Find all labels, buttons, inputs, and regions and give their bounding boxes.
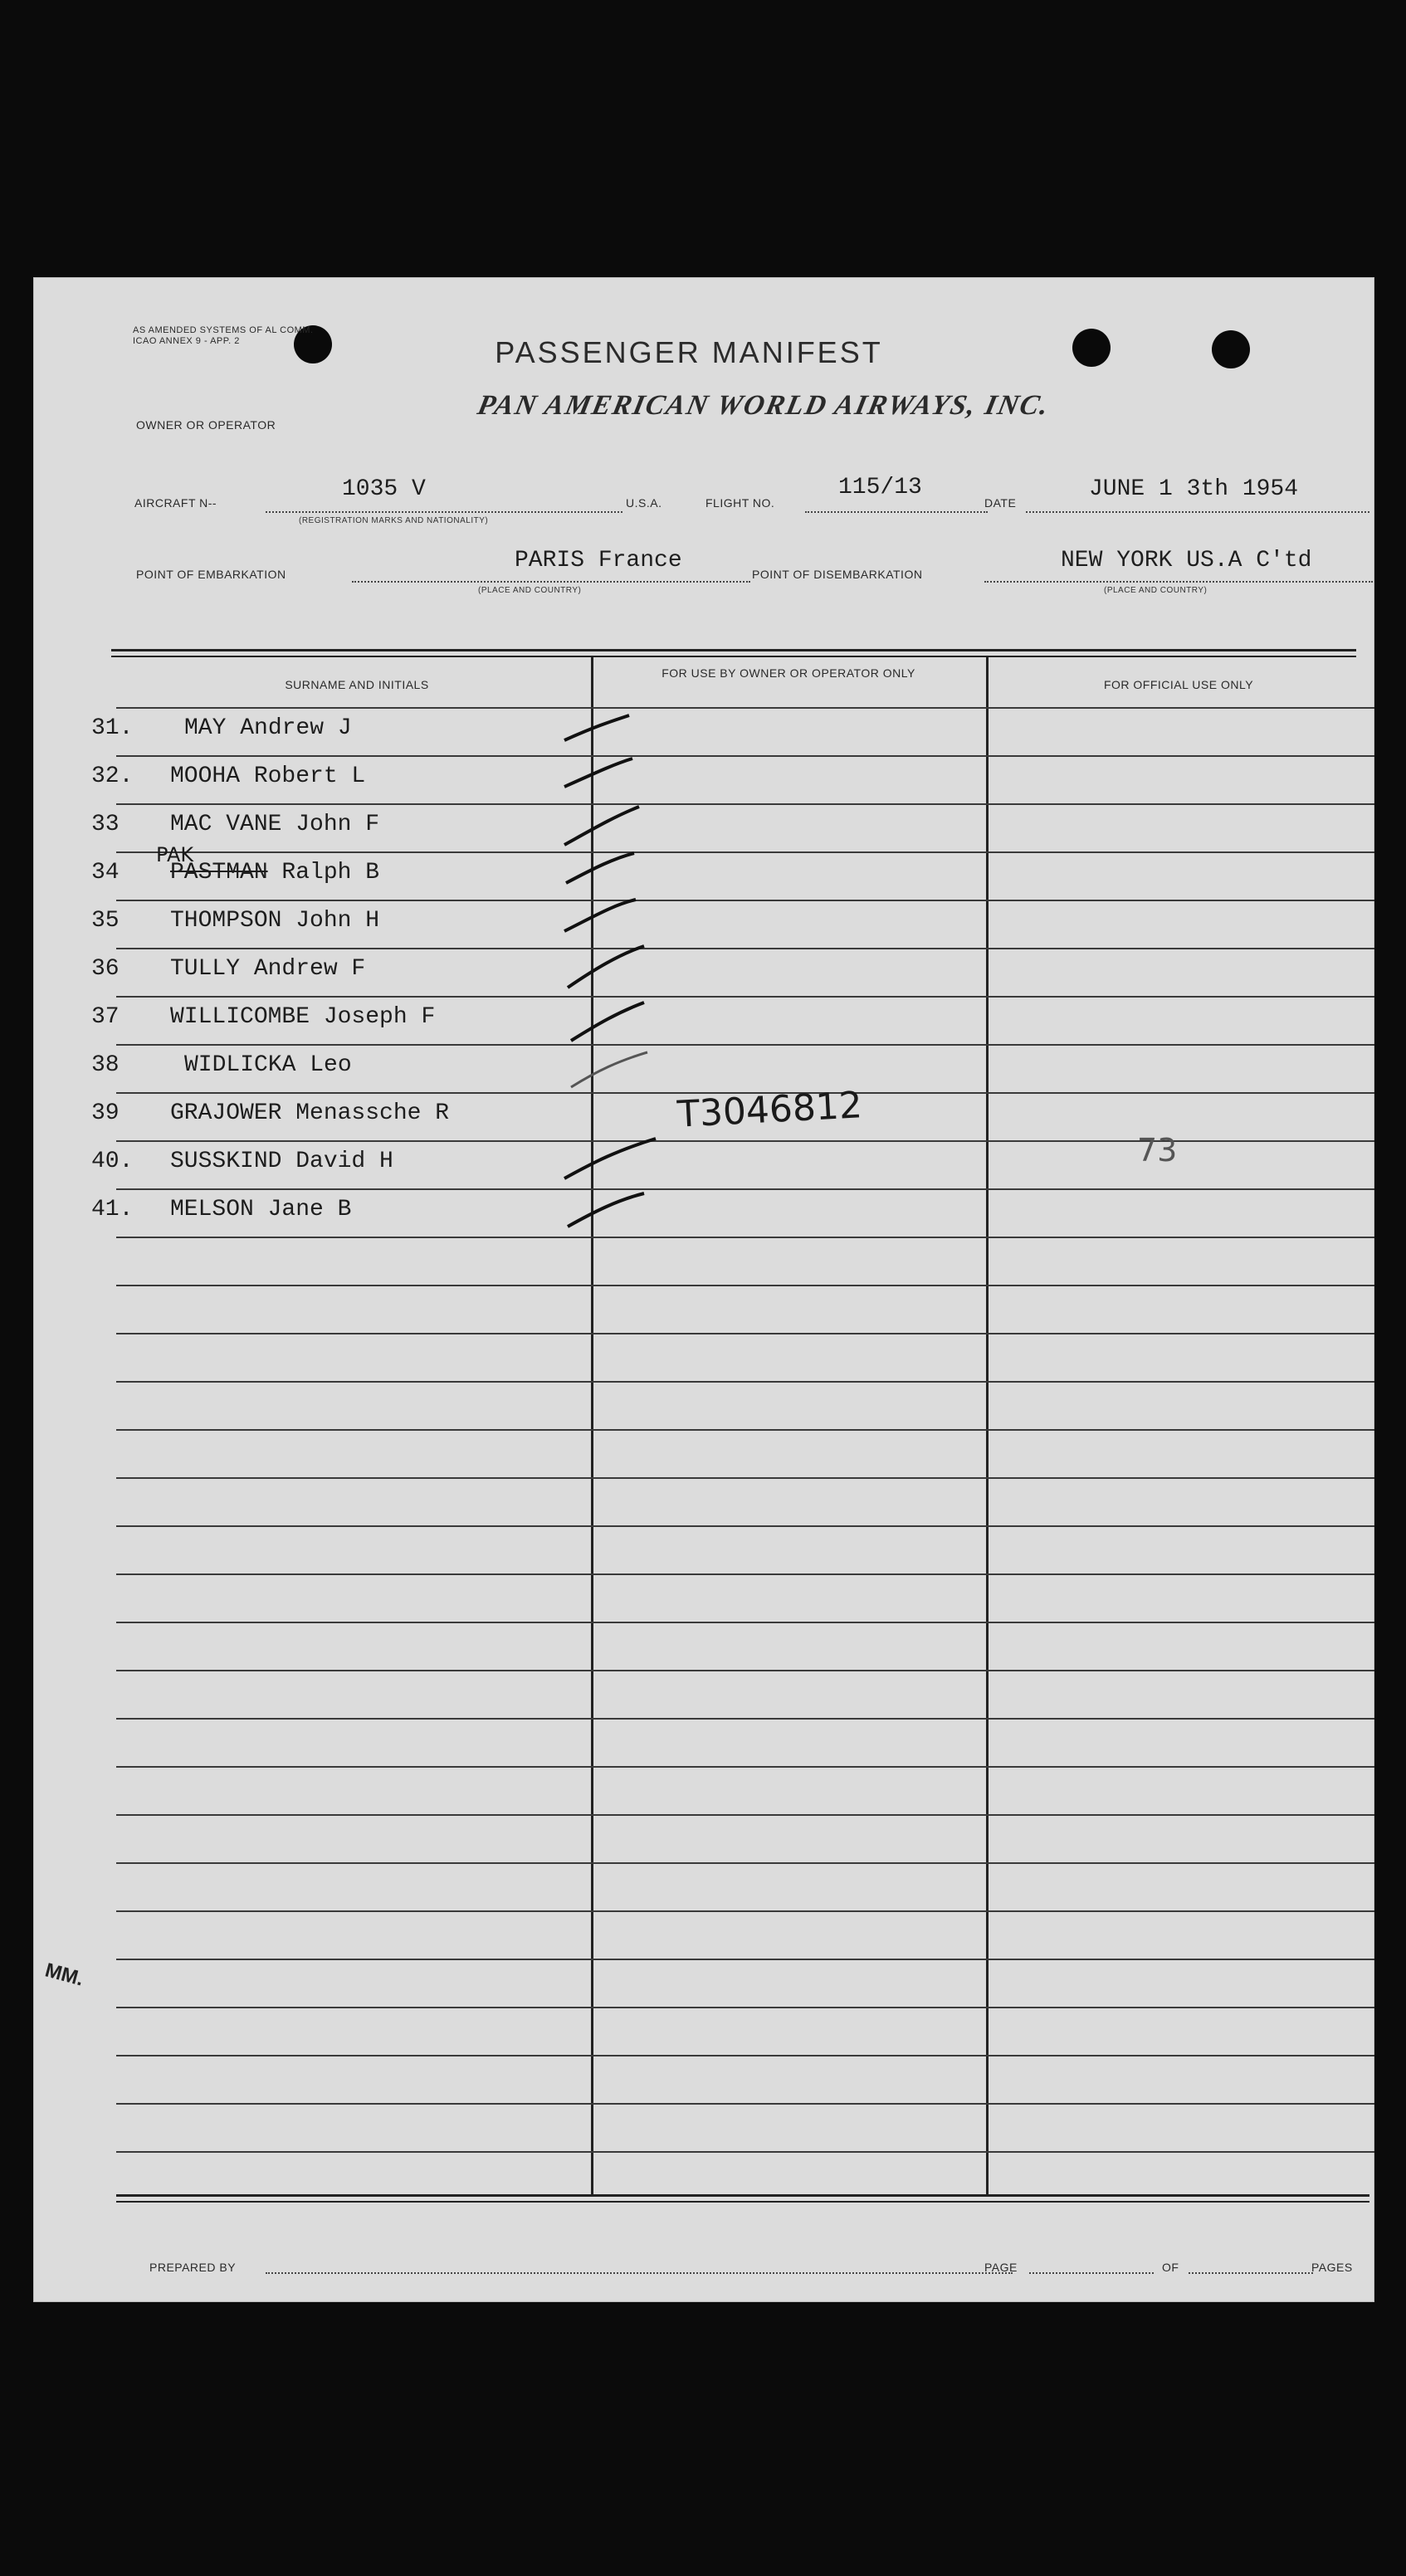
check-mark: [571, 1003, 644, 1041]
handwritten-correction: PAK: [156, 843, 194, 866]
company-name: PAN AMERICAN WORLD AIRWAYS, INC.: [475, 390, 1053, 421]
owner-label: OWNER OR OPERATOR: [136, 418, 276, 432]
embark-value: PARIS France: [515, 548, 682, 573]
flight-label: FLIGHT NO.: [705, 496, 775, 510]
passenger-name: MOOHA Robert L: [170, 764, 366, 789]
row-number: 35: [91, 908, 120, 934]
passenger-name: GRAJOWER Menassche R: [170, 1100, 450, 1126]
column-header-official: FOR OFFICIAL USE ONLY: [1103, 678, 1254, 691]
row-number: 40.: [91, 1149, 134, 1174]
disembark-place-note: (PLACE AND COUNTRY): [1104, 586, 1208, 595]
check-mark: [564, 900, 636, 931]
page-label: PAGE: [984, 2261, 1018, 2274]
check-mark: [564, 715, 629, 740]
form-title: PASSENGER MANIFEST: [495, 335, 883, 369]
column-header-operator: FOR USE BY OWNER OR OPERATOR ONLY: [662, 666, 915, 680]
passenger-name: MAC VANE John F: [170, 812, 380, 837]
date-label: DATE: [984, 496, 1017, 510]
struck-surname: PASTMAN: [170, 860, 268, 886]
row-number: 36: [91, 956, 120, 982]
row-number: 39: [91, 1100, 120, 1126]
disembark-label: POINT OF DISEMBARKATION: [752, 568, 923, 581]
passenger-name: MAY Andrew J: [184, 715, 352, 741]
handwritten-operator-number: T3046812: [676, 1084, 864, 1136]
passenger-name: THOMPSON John H: [170, 908, 380, 934]
pages-label: PAGES: [1311, 2261, 1353, 2274]
manifest-sheet: [33, 277, 1374, 2302]
prepared-by-line: [266, 2272, 1013, 2274]
of-line: [1189, 2272, 1313, 2274]
row-number: 41.: [91, 1197, 134, 1222]
check-mark: [564, 759, 632, 787]
check-mark: [568, 946, 644, 988]
row-number: 33: [91, 812, 120, 837]
table-bottom-border: [116, 2194, 1369, 2197]
passenger-name: SUSSKIND David H: [170, 1149, 393, 1174]
page-line: [1029, 2272, 1154, 2274]
check-mark: [571, 1052, 647, 1087]
row-number: 37: [91, 1004, 120, 1030]
date-value: JUNE 1 3th 1954: [1089, 476, 1299, 502]
passenger-name: WILLICOMBE Joseph F: [170, 1004, 436, 1030]
table-bottom-border-inner: [116, 2201, 1369, 2203]
form-reference-note: AS AMENDED SYSTEMS OF AL COMM. ICAO ANNEX 9 - APP. 2: [133, 325, 314, 346]
usa-label: U.S.A.: [626, 496, 662, 510]
registration-note: (REGISTRATION MARKS AND NATIONALITY): [299, 516, 489, 525]
edge-mark: MM.: [42, 1959, 86, 1991]
column-header-surname: SURNAME AND INITIALS: [285, 678, 429, 691]
row-number: 31.: [91, 715, 134, 741]
embark-label: POINT OF EMBARKATION: [136, 568, 286, 581]
of-label: OF: [1162, 2261, 1179, 2274]
row-number: 34: [91, 860, 120, 886]
aircraft-value: 1035 V: [342, 476, 426, 502]
passenger-name: TULLY Andrew F: [170, 956, 366, 982]
flight-value: 115/13: [838, 475, 922, 500]
row-number: 38: [91, 1052, 120, 1078]
handwritten-official-number: 73: [1137, 1132, 1178, 1168]
passenger-initials: Ralph B: [267, 860, 380, 886]
check-mark: [564, 1139, 656, 1178]
check-mark: [566, 853, 634, 883]
passenger-name: WIDLICKA Leo: [184, 1052, 352, 1078]
prepared-by-label: PREPARED BY: [149, 2261, 237, 2274]
aircraft-label: AIRCRAFT N--: [134, 496, 217, 510]
embark-place-note: (PLACE AND COUNTRY): [478, 586, 582, 595]
passenger-name: MELSON Jane B: [170, 1197, 352, 1222]
check-mark: [564, 807, 639, 845]
check-mark: [568, 1193, 644, 1227]
check-marks: [33, 277, 1374, 2302]
disembark-value: NEW YORK US.A C'td: [1061, 548, 1312, 573]
row-number: 32.: [91, 764, 134, 789]
